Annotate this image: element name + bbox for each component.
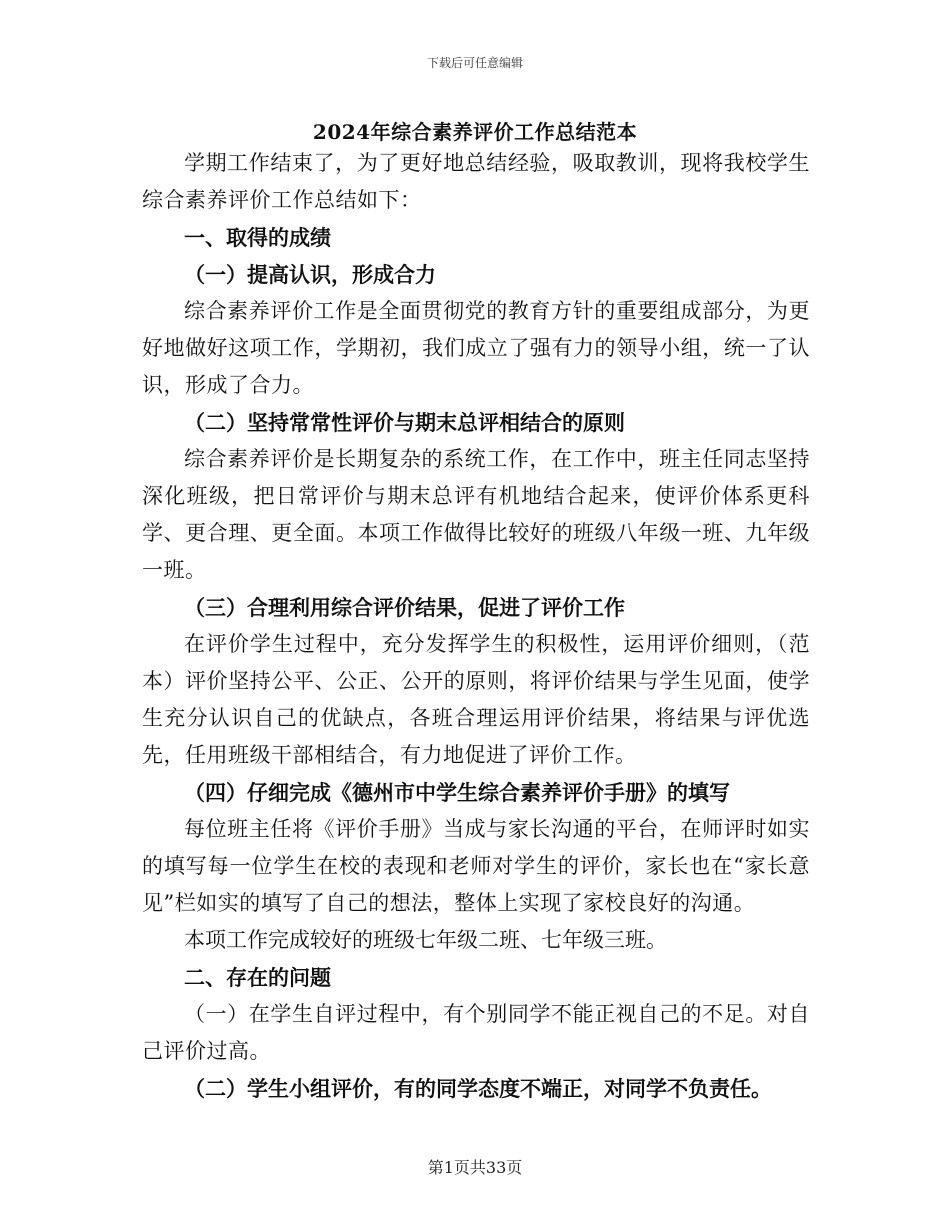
section-1-item-4-heading: （四）仔细完成《德州市中学生综合素养评价手册》的填写 xyxy=(184,780,730,805)
section-1-item-3-heading: （三）合理利用综合评价结果，促进了评价工作 xyxy=(184,595,625,620)
page-number: 第1页共33页 xyxy=(427,1158,523,1177)
document-title: 2024年综合素养评价工作总结范本 xyxy=(312,120,638,144)
section-2-item-2: （二）学生小组评价，有的同学态度不端正，对同学不负责任。 xyxy=(184,1076,772,1101)
section-1-item-1-heading: （一）提高认识，形成合力 xyxy=(184,262,436,287)
section-1-item-2-text: 综合素养评价是长期复杂的系统工作，在工作中，班主任同志坚持深化班级，把日常评价与期末总评有机地结合起来，使评价体系更科学、更合理、更全面。本项工作做得比较好的班级八年级一班、九年级一班。 xyxy=(142,447,810,582)
document-body xyxy=(142,145,810,1107)
section-1-item-4-extra: 本项工作完成较好的班级七年级二班、七年级三班。 xyxy=(184,928,667,952)
section-1-item-2-heading: （二）坚持常常性评价与期末总评相结合的原则 xyxy=(184,410,625,435)
section-1-item-1-text: 综合素养评价工作是全面贯彻党的教育方针的重要组成部分，为更好地做好这项工作，学期初，我们成立了强有力的领导小组，统一了认识，形成了合力。 xyxy=(142,299,810,397)
section-1-heading: 一、取得的成绩 xyxy=(184,225,331,250)
section-1-item-3-text: 在评价学生过程中，充分发挥学生的积极性，运用评价细则，（范本）评价坚持公平、公正、公开的原则，将评价结果与学生见面，使学生充分认识自己的优缺点，各班合理运用评价结果，将结果与评优选先，任用班级干部相结合，有力地促进了评价工作。 xyxy=(142,632,810,767)
intro-paragraph: 学期工作结束了，为了更好地总结经验，吸取教训，现将我校学生综合素养评价工作总结如下： xyxy=(142,151,810,212)
section-2-heading: 二、存在的问题 xyxy=(184,965,331,990)
section-1-item-4-text: 每位班主任将《评价手册》当成与家长沟通的平台，在师评时如实的填写每一位学生在校的表现和老师对学生的评价，家长也在“家长意见”栏如实的填写了自己的想法，整体上实现了家校良好的沟通。 xyxy=(142,817,810,915)
page-header-note: 下载后可任意编辑 xyxy=(426,56,523,70)
section-2-item-1: （一）在学生自评过程中，有个别同学不能正视自己的不足。对自己评价过高。 xyxy=(142,1002,810,1063)
